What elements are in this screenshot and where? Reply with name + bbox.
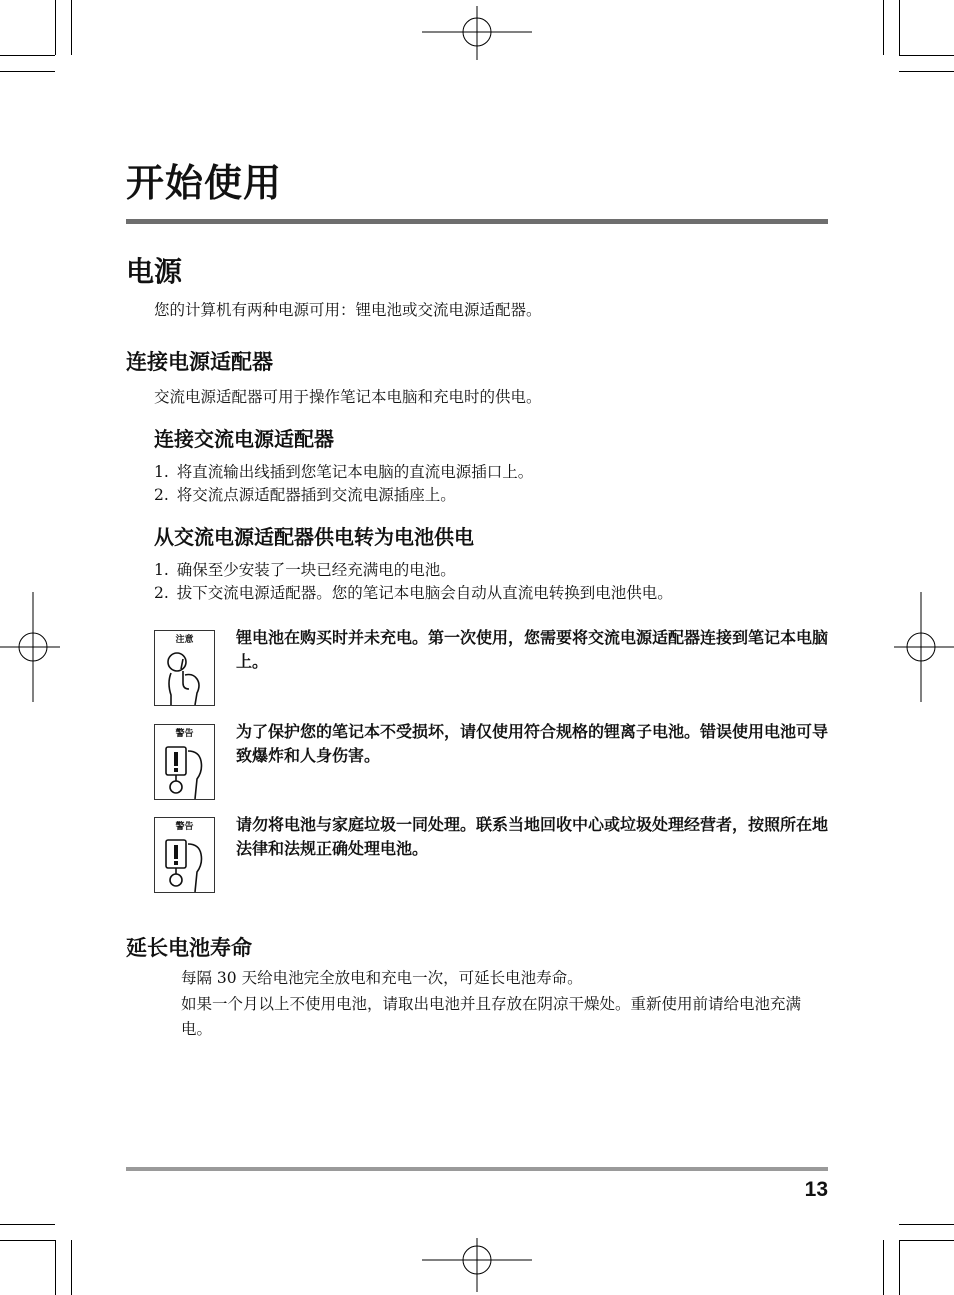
step-number: 1. [154, 463, 169, 481]
notice-text: 锂电池在购买时并未充电。第一次使用，您需要将交流电源适配器连接到笔记本电脑上。 [236, 628, 829, 671]
subheading-connect-adapter: 连接交流电源适配器 [154, 427, 334, 451]
warning-icon-box [154, 724, 215, 800]
warning-figure-icon [163, 743, 209, 799]
subheading-switch-battery: 从交流电源适配器供电转为电池供电 [154, 525, 474, 549]
note-icon-box [154, 630, 215, 706]
page-title: 开始使用 [126, 161, 283, 205]
list-item [154, 559, 456, 582]
list-item [154, 484, 456, 507]
step-number: 2. [154, 486, 169, 504]
list-item [154, 582, 673, 605]
step-number: 1. [154, 561, 169, 579]
step-number: 2. [154, 584, 169, 602]
list-item [154, 461, 533, 484]
registration-mark-right [894, 592, 954, 702]
section-heading-battery-life: 延长电池寿命 [126, 936, 252, 960]
battery-life-line-1: 每隔 30 天给电池完全放电和充电一次，可延长电池寿命。 [181, 969, 583, 987]
power-intro: 您的计算机有两种电源可用：锂电池或交流电源适配器。 [154, 301, 542, 319]
note-figure-icon [163, 649, 209, 705]
section-heading-power: 电源 [126, 255, 183, 288]
notice-text: 请勿将电池与家庭垃圾一同处理。联系当地回收中心或垃圾处理经营者，按照所在地法律和法规正确处理电池。 [236, 815, 829, 858]
footer-rule [126, 1167, 828, 1171]
adapter-intro: 交流电源适配器可用于操作笔记本电脑和充电时的供电。 [154, 388, 542, 406]
battery-life-line-2: 如果一个月以上不使用电池，请取出电池并且存放在阴凉干燥处。重新使用前请给电池充满电。 [181, 995, 802, 1038]
step-text: 将交流点源适配器插到交流电源插座上。 [176, 486, 456, 504]
note-tag: 注意 [175, 635, 194, 645]
warning-tag: 警告 [175, 729, 194, 739]
registration-mark-bottom [422, 1238, 532, 1292]
warning-tag: 警告 [175, 822, 194, 832]
title-rule [126, 219, 828, 224]
warning-icon-box [154, 817, 215, 893]
section-heading-adapter: 连接电源适配器 [126, 350, 273, 374]
page-number: 13 [804, 1178, 828, 1201]
warning-figure-icon [163, 836, 209, 892]
step-text: 确保至少安装了一块已经充满电的电池。 [176, 561, 456, 579]
registration-mark-left [0, 592, 60, 702]
registration-mark-top [422, 6, 532, 60]
notice-text: 为了保护您的笔记本不受损坏，请仅使用符合规格的锂离子电池。错误使用电池可导致爆炸和人身伤害。 [236, 722, 829, 765]
step-text: 将直流输出线插到您笔记本电脑的直流电源插口上。 [176, 463, 534, 481]
step-text: 拔下交流电源适配器。您的笔记本电脑会自动从直流电转换到电池供电。 [176, 584, 673, 602]
